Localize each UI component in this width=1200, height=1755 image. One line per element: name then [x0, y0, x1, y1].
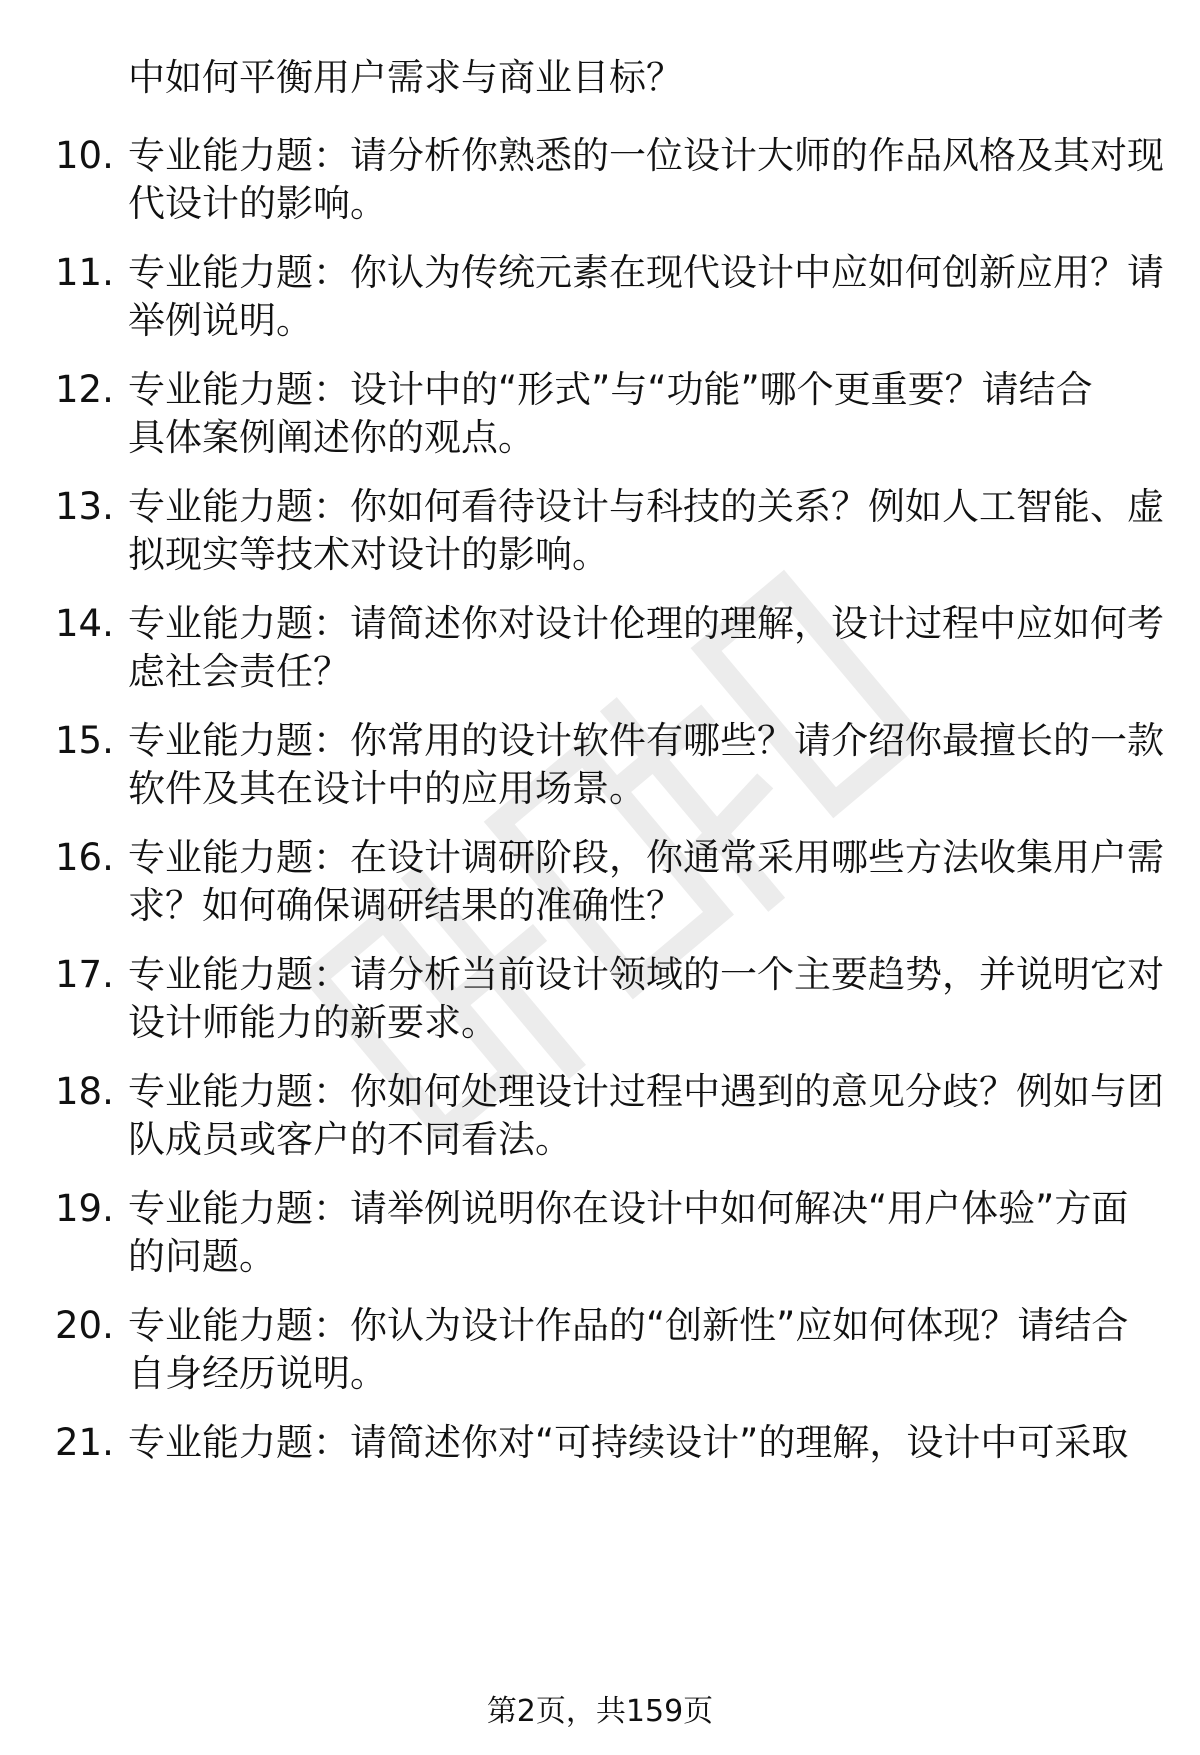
question-number: 15.	[55, 719, 114, 762]
question-number: 20.	[55, 1304, 114, 1347]
question-number: 17.	[55, 953, 114, 996]
question-text: 专业能力题：设计中的“形式”与“功能”哪个更重要？请结合	[128, 368, 1093, 411]
question-text: 队成员或客户的不同看法。	[128, 1118, 572, 1161]
question-text: 专业能力题：在设计调研阶段，你通常采用哪些方法收集用户需	[128, 836, 1164, 879]
question-text: 虑社会责任？	[128, 650, 350, 693]
page-footer: 第2页，共159页	[486, 1694, 714, 1729]
question-number: 21.	[55, 1421, 114, 1464]
question-text: 举例说明。	[128, 299, 313, 342]
question-text: 软件及其在设计中的应用场景。	[128, 767, 646, 810]
question-number: 11.	[55, 251, 114, 294]
question-text: 拟现实等技术对设计的影响。	[128, 533, 609, 576]
question-text: 专业能力题：请简述你对“可持续设计”的理解，设计中可采取	[128, 1421, 1129, 1464]
question-text: 专业能力题：请举例说明你在设计中如何解决“用户体验”方面	[128, 1187, 1129, 1230]
question-text: 具体案例阐述你的观点。	[128, 416, 535, 459]
question-text: 专业能力题：你认为设计作品的“创新性”应如何体现？请结合	[128, 1304, 1129, 1347]
question-number: 13.	[55, 485, 114, 528]
question-text: 的问题。	[128, 1235, 276, 1278]
question-number: 14.	[55, 602, 114, 645]
question-text: 代设计的影响。	[128, 182, 387, 225]
question-text: 自身经历说明。	[128, 1352, 387, 1395]
question-number: 18.	[55, 1070, 114, 1113]
question-number: 19.	[55, 1187, 114, 1230]
question-text: 专业能力题：请分析当前设计领域的一个主要趋势，并说明它对	[128, 953, 1164, 996]
question-number: 12.	[55, 368, 114, 411]
question-text: 专业能力题：你常用的设计软件有哪些？请介绍你最擅长的一款	[128, 719, 1164, 762]
question-number: 16.	[55, 836, 114, 879]
question-text: 专业能力题：你如何看待设计与科技的关系？例如人工智能、虚	[128, 485, 1164, 528]
question-text: 设计师能力的新要求。	[128, 1001, 498, 1044]
question-number: 10.	[55, 134, 114, 177]
continuation-text: 中如何平衡用户需求与商业目标？	[128, 56, 683, 99]
question-text: 专业能力题：请简述你对设计伦理的理解，设计过程中应如何考	[128, 602, 1164, 645]
question-text: 专业能力题：请分析你熟悉的一位设计大师的作品风格及其对现	[128, 134, 1164, 177]
question-text: 专业能力题：你如何处理设计过程中遇到的意见分歧？例如与团	[128, 1070, 1164, 1113]
question-text: 专业能力题：你认为传统元素在现代设计中应如何创新应用？请	[128, 251, 1164, 294]
question-text: 求？如何确保调研结果的准确性？	[128, 884, 683, 927]
